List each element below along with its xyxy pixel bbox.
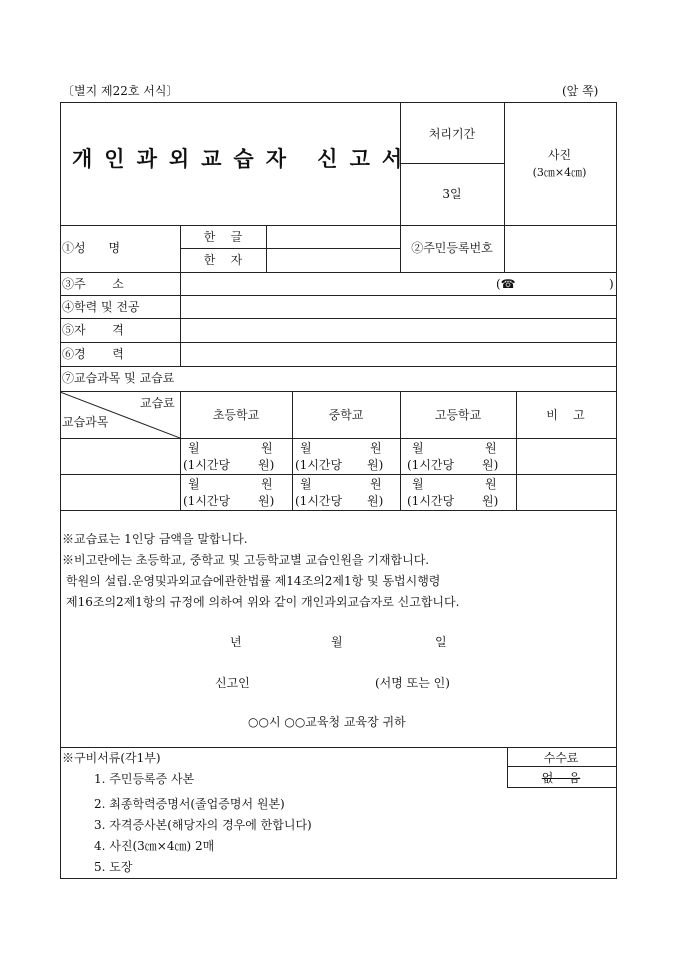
month-label: 월 [188, 441, 200, 455]
document-item: 2. 최종학력증명서(졸업증명서 원본) [94, 797, 285, 811]
phone-suffix: ) [609, 277, 614, 291]
education-field[interactable] [181, 296, 615, 318]
won-label: 원 [485, 477, 497, 491]
divider [507, 787, 616, 788]
month-label: 월 [331, 635, 343, 649]
career-field[interactable] [181, 343, 615, 365]
declaration-line-2: 제16조의2제1항의 규정에 의하여 위와 같이 개인과외교습자로 신고합니다. [66, 595, 460, 609]
note-remarks-column: ※비고란에는 초등학교, 중학교 및 고등학교별 교습인원을 기재합니다. [62, 553, 430, 567]
divider [504, 102, 505, 225]
month-label: 월 [188, 477, 200, 491]
won-label: 원 [485, 441, 497, 455]
photo-label: 사진 [547, 148, 572, 162]
per-hour-label: (1시간당 [407, 458, 455, 472]
name-hanja-field[interactable] [267, 249, 399, 271]
document-item: 4. 사진(3㎝×4㎝) 2매 [94, 839, 215, 853]
addressee-label: ○○시 ○○교육청 교육장 귀하 [248, 715, 406, 729]
divider [400, 163, 504, 164]
declaration-line-1: 학원의 설립․운영및과외교습에관한법률 제14조의2제1항 및 동법시행령 [66, 574, 441, 588]
qualification-label: ⑤자 격 [62, 323, 124, 337]
form-number-label: 〔별지 제22호 서식〕 [62, 84, 179, 98]
month-label: 월 [300, 477, 312, 491]
column-high-school: 고등학교 [434, 408, 482, 422]
column-elementary: 초등학교 [212, 408, 260, 422]
phone-prefix: (☎ [496, 277, 516, 291]
reporter-label: 신고인 [215, 676, 250, 690]
won-label: 원) [367, 494, 384, 508]
photo-size-label: (3㎝×4㎝) [532, 166, 587, 179]
subjects-section-label: ⑦교습과목 및 교습료 [62, 371, 175, 385]
divider [60, 366, 616, 367]
hanja-label: 한 자 [203, 253, 243, 267]
won-label: 원) [258, 494, 275, 508]
remarks-field[interactable] [517, 439, 615, 473]
resident-number-label: ②주민등록번호 [411, 241, 493, 255]
page-side-label: (앞 쪽) [562, 84, 599, 98]
month-label: 월 [412, 441, 424, 455]
per-hour-label: (1시간당 [295, 494, 343, 508]
month-label: 월 [300, 441, 312, 455]
won-label: 원 [370, 441, 382, 455]
per-hour-label: (1시간당 [295, 458, 343, 472]
divider [60, 747, 616, 748]
qualification-field[interactable] [181, 319, 615, 341]
won-label: 원 [370, 477, 382, 491]
fee-value: 없 음 [541, 771, 581, 785]
address-field[interactable] [181, 273, 491, 295]
education-label: ④학력 및 전공 [62, 300, 140, 314]
processing-period-label: 처리기간 [428, 127, 476, 141]
won-label: 원) [482, 494, 499, 508]
divider [60, 510, 616, 511]
document-item: 5. 도장 [94, 860, 133, 874]
year-label: 년 [230, 635, 242, 649]
subject-field[interactable] [61, 439, 179, 473]
page-title: 개인과외교습자 신고서 [72, 146, 415, 171]
name-label: ①성 명 [62, 241, 121, 255]
divider [507, 766, 616, 767]
document-item: 1. 주민등록증 사본 [94, 772, 195, 786]
documents-heading: ※구비서류(각1부) [62, 751, 161, 765]
won-label: 원 [261, 477, 273, 491]
signature-hint: (서명 또는 인) [375, 676, 450, 690]
note-fee-per-person: ※교습료는 1인당 금액을 말합니다. [62, 532, 248, 546]
won-label: 원) [367, 458, 384, 472]
career-label: ⑥경 력 [62, 347, 124, 361]
column-middle-school: 중학교 [328, 408, 364, 422]
remarks-field[interactable] [517, 475, 615, 509]
per-hour-label: (1시간당 [183, 458, 231, 472]
resident-number-field[interactable] [505, 226, 615, 271]
processing-period-value: 3일 [442, 187, 462, 201]
won-label: 원) [482, 458, 499, 472]
per-hour-label: (1시간당 [407, 494, 455, 508]
subject-field[interactable] [61, 475, 179, 509]
subject-corner-label: 교습과목 [62, 415, 109, 429]
name-hangul-field[interactable] [267, 226, 399, 248]
fee-label: 수수료 [543, 751, 579, 765]
per-hour-label: (1시간당 [183, 494, 231, 508]
won-label: 원 [261, 441, 273, 455]
address-label: ③주 소 [62, 277, 124, 291]
month-label: 월 [412, 477, 424, 491]
won-label: 원) [258, 458, 275, 472]
phone-field[interactable] [528, 273, 608, 295]
day-label: 일 [435, 635, 447, 649]
hangul-label: 한 글 [203, 230, 243, 244]
column-remarks: 비 고 [546, 408, 585, 422]
fee-corner-label: 교습료 [140, 396, 175, 410]
document-item: 3. 자격증사본(해당자의 경우에 한합니다) [94, 818, 312, 832]
